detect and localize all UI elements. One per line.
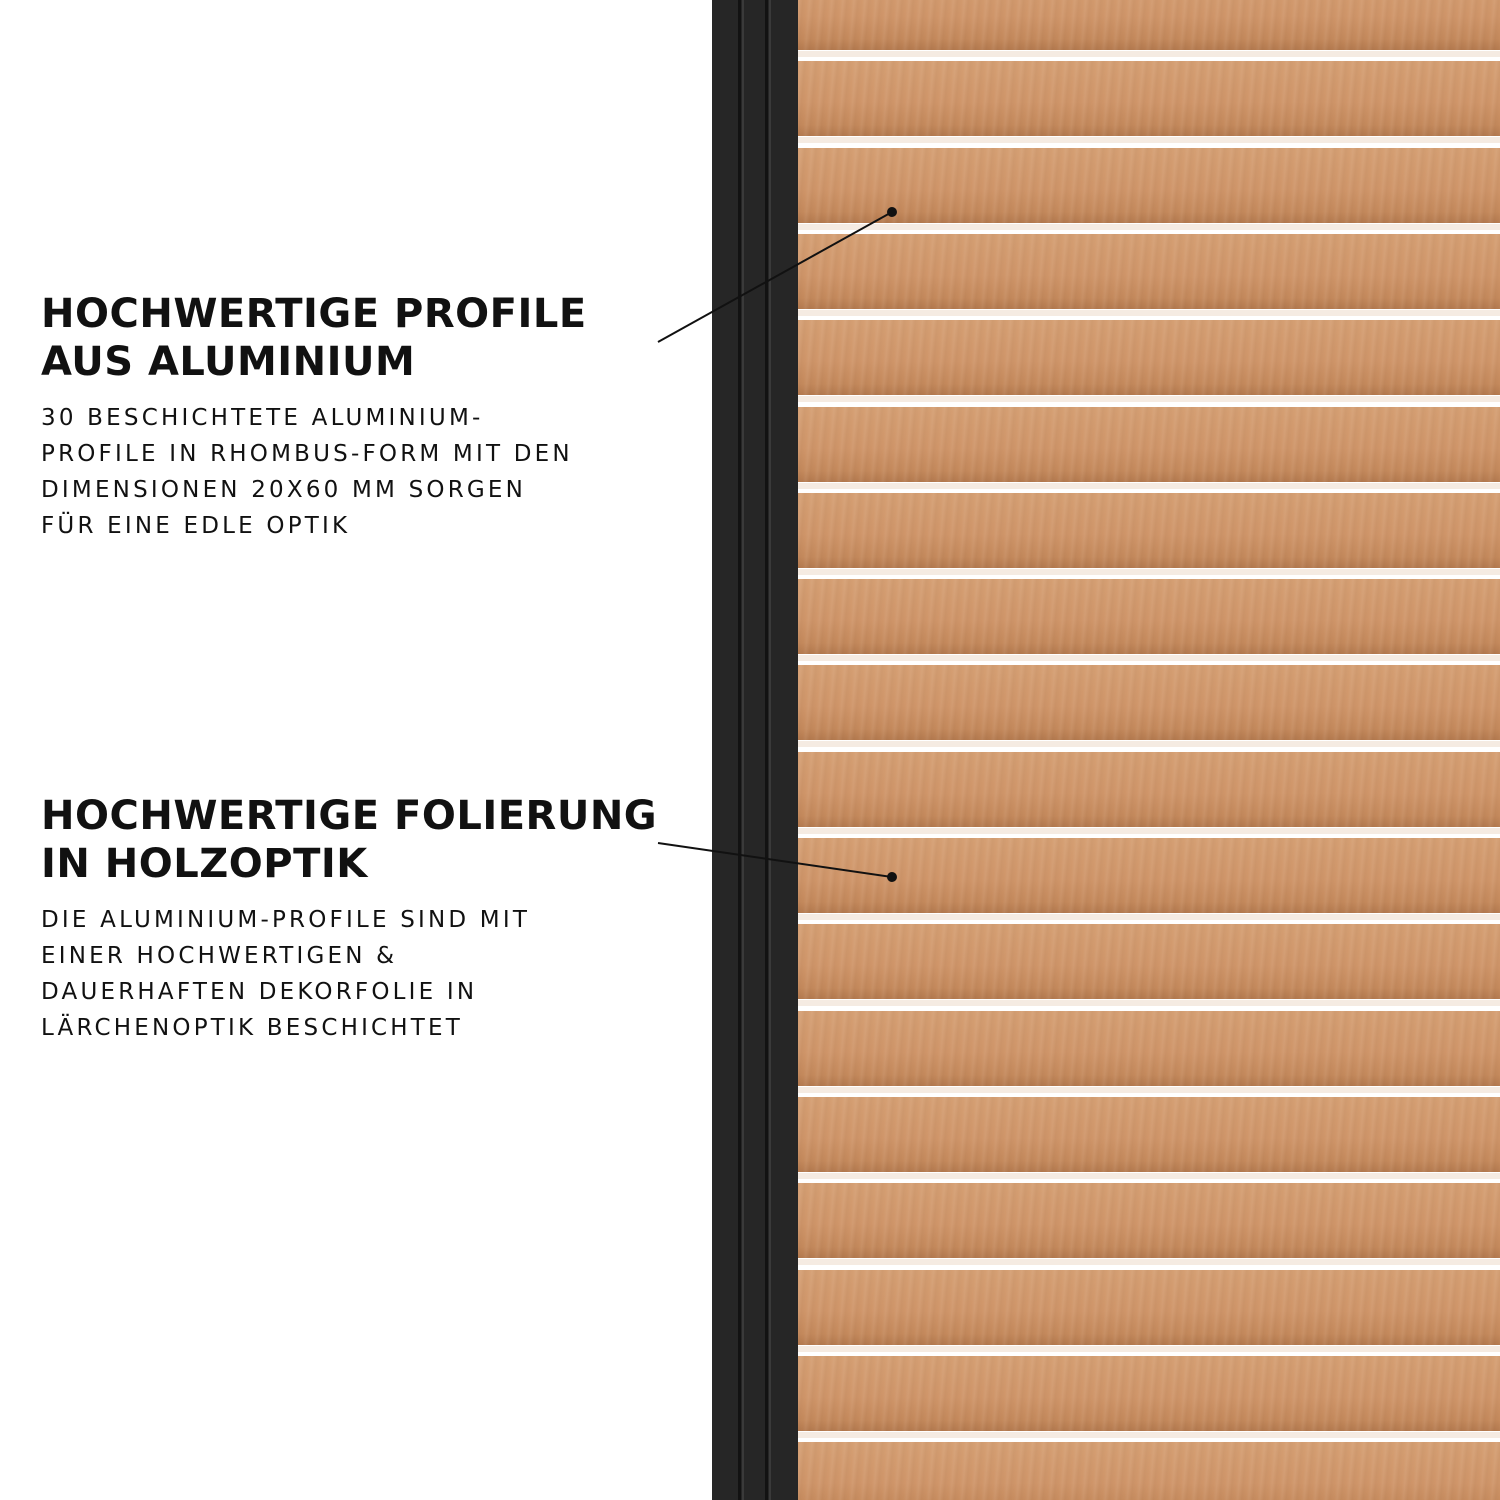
wood-slat bbox=[798, 579, 1500, 654]
feature-description-line: DIMENSIONEN 20X60 MM SORGEN bbox=[41, 477, 527, 503]
feature-title-line: IN HOLZOPTIK bbox=[41, 841, 368, 887]
wood-slat bbox=[798, 320, 1500, 395]
feature-description-line: PROFILE IN RHOMBUS-FORM MIT DEN bbox=[41, 441, 573, 467]
feature-description bbox=[41, 902, 681, 1046]
wood-slat bbox=[798, 0, 1500, 50]
feature-wood-foil bbox=[41, 792, 681, 1046]
feature-title bbox=[41, 792, 681, 888]
slat-gap bbox=[798, 1087, 1500, 1093]
wood-slat bbox=[798, 1442, 1500, 1500]
slat-gap bbox=[798, 1259, 1500, 1265]
slat-gap bbox=[798, 483, 1500, 489]
slat-gap bbox=[798, 741, 1500, 747]
wood-slat bbox=[798, 61, 1500, 136]
feature-description-line: DIE ALUMINIUM-PROFILE SIND MIT bbox=[41, 907, 531, 933]
slat-gap bbox=[798, 655, 1500, 661]
feature-description-line: LÄRCHENOPTIK BESCHICHTET bbox=[41, 1015, 464, 1041]
slat-gap bbox=[798, 1432, 1500, 1438]
feature-aluminium-profiles bbox=[41, 290, 661, 544]
wood-slat bbox=[798, 234, 1500, 309]
slat-gap bbox=[798, 1000, 1500, 1006]
wood-slat bbox=[798, 1356, 1500, 1431]
feature-title bbox=[41, 290, 661, 386]
wood-slat bbox=[798, 752, 1500, 827]
slat-gap bbox=[798, 569, 1500, 575]
feature-description-line: DAUERHAFTEN DEKORFOLIE IN bbox=[41, 979, 478, 1005]
wood-slat bbox=[798, 148, 1500, 223]
wood-slat bbox=[798, 1270, 1500, 1345]
feature-description-line: FÜR EINE EDLE OPTIK bbox=[41, 513, 351, 539]
feature-description bbox=[41, 400, 661, 544]
feature-title-line: HOCHWERTIGE FOLIERUNG bbox=[41, 793, 658, 839]
slat-gap bbox=[798, 1173, 1500, 1179]
wood-slat bbox=[798, 665, 1500, 740]
slat-gap bbox=[798, 914, 1500, 920]
frame-groove bbox=[765, 0, 768, 1500]
wood-slat bbox=[798, 838, 1500, 913]
feature-title-line: HOCHWERTIGE PROFILE bbox=[41, 291, 587, 337]
frame-highlight bbox=[769, 0, 771, 1500]
wood-slat bbox=[798, 924, 1500, 999]
wood-slat bbox=[798, 1097, 1500, 1172]
slat-gap bbox=[798, 137, 1500, 143]
feature-description-line: EINER HOCHWERTIGEN & bbox=[41, 943, 398, 969]
wood-slat bbox=[798, 407, 1500, 482]
wood-slat bbox=[798, 1183, 1500, 1258]
slat-gap bbox=[798, 396, 1500, 402]
feature-title-line: AUS ALUMINIUM bbox=[41, 339, 416, 385]
slat-gap bbox=[798, 1346, 1500, 1352]
slat-gap bbox=[798, 224, 1500, 230]
fence-frame-post bbox=[712, 0, 798, 1500]
wood-slat-panel bbox=[798, 0, 1500, 1500]
frame-groove bbox=[738, 0, 741, 1500]
slat-gap bbox=[798, 310, 1500, 316]
feature-description-line: 30 BESCHICHTETE ALUMINIUM- bbox=[41, 405, 484, 431]
frame-highlight bbox=[742, 0, 744, 1500]
wood-slat bbox=[798, 1011, 1500, 1086]
wood-slat bbox=[798, 493, 1500, 568]
slat-gap bbox=[798, 828, 1500, 834]
slat-gap bbox=[798, 51, 1500, 57]
